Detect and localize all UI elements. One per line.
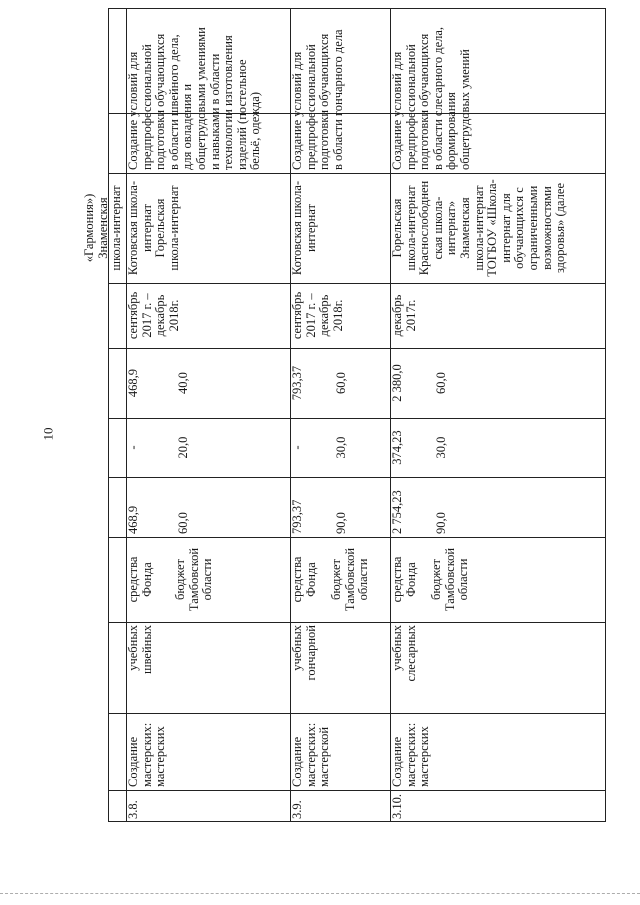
- row-3-8-result: Создание условий для предпрофессиональной подготовки обучающихся в области швейного дела, для овладения и общетрудовыми умениями и навыками в области технологии изготовления изделий (постельное бельё, одежда): [126, 27, 263, 170]
- row-3-8-executor: Котовская школа- интернат Горельская школа-интернат: [126, 180, 181, 276]
- row-3-10-executor: Горельская школа-интернат Краснослободнен ская школа- интернат» Знаменская школа-интернат ТОГБОУ «Школа- интернат для обучающихся с ограниченными возможностями здоровья» (далее: [390, 179, 568, 277]
- row-3-10-sources: средства Фонда бюджет Тамбовской области: [390, 547, 471, 612]
- row-3-9-2018: 793,37 60,0: [290, 365, 348, 401]
- row-3-9-executor: Котовская школа- интернат: [290, 180, 318, 276]
- prev-row-executor: «Гармония») Знаменская школа-интернат: [82, 185, 124, 271]
- row-3-10-total: 2 754,23 90,0: [390, 490, 448, 534]
- row-3-8-period: сентябрь 2017 г. – декабрь 2018г.: [126, 291, 181, 340]
- row-3-10-event: Создание учебных мастерских: слесарных мастерских: [390, 625, 432, 787]
- row-3-9-event: Создание учебных мастерских: гончарной мастерской: [290, 625, 332, 787]
- row-3-10-2017: 374,23 30,0: [390, 430, 448, 465]
- row-3-9-number: 3.9.: [290, 800, 304, 819]
- row-3-10-2018: 2 380,0 60,0: [390, 364, 448, 402]
- row-3-9-period: сентябрь 2017 г. – декабрь 2018г.: [290, 291, 345, 340]
- row-3-8-number: 3.8.: [126, 800, 140, 819]
- row-3-9-total: 793,37 90,0: [290, 499, 348, 534]
- row-3-8-event: Создание учебных мастерских: швейных мастерских: [126, 625, 168, 787]
- row-3-8-2018: 468,9 40,0: [126, 368, 190, 398]
- row-3-8-2017: - 20,0: [126, 436, 190, 459]
- row-3-8-sources: средства Фонда бюджет Тамбовской области: [126, 547, 215, 612]
- row-3-10-result: Создание условий для предпрофессиональной подготовки обучающихся в области слесарного дела, формирования общетрудовых умений: [390, 26, 472, 170]
- row-3-9-2017: - 30,0: [290, 436, 348, 459]
- row-3-10-number: 3.10.: [390, 794, 404, 819]
- margin-column: [108, 8, 126, 822]
- scan-edge-dashes: [0, 893, 640, 896]
- row-3-8-total: 468,9 60,0: [126, 505, 190, 534]
- row-3-9-result: Создание условий для предпрофессиональной подготовки обучающихся в области гончарного дела: [290, 29, 345, 170]
- page-number: 10: [40, 427, 56, 441]
- row-3-9-sources: средства Фонда бюджет Тамбовской области: [290, 547, 371, 612]
- row-3-10-period: декабрь 2017г.: [390, 294, 418, 337]
